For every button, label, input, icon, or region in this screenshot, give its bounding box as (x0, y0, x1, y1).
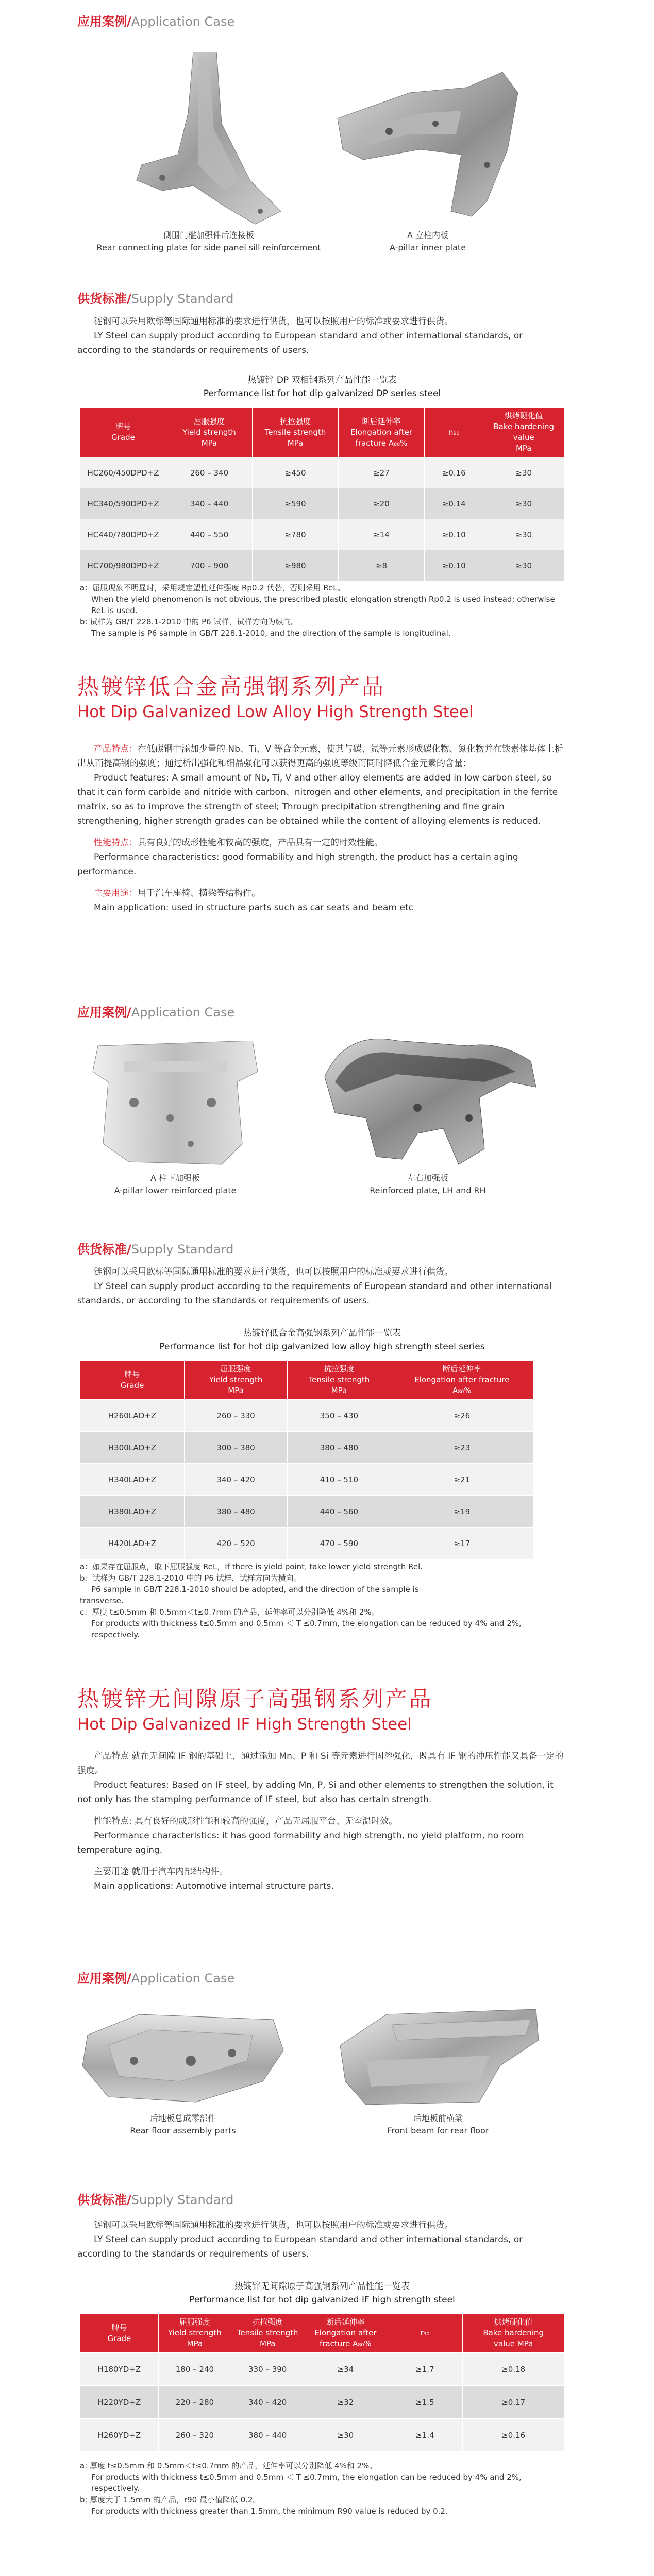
header-bake-hardening: 烘烤硬化值 Bake hardening value MPa (483, 408, 564, 457)
cell: HC340/590DPD+Z (80, 488, 166, 519)
cell: ≥590 (253, 488, 339, 519)
cell: H300LAD+Z (80, 1432, 185, 1464)
if-steel-features: 产品特点 就在无间隙 IF 钢的基础上，通过添加 Mn、P 和 Si 等元素进行固溶强化，既具有 IF 钢的冲压性能又具备一定的强度。 Product features: Based on IF steel, by adding Mn, P, Si and other elements to strengthen the solution, it not only has the stamping performance of IF steel, but also has certain strength. 性能特点: 具有良好的成形性能和较高的强度，产品无屈服平台、无室温时效。 Performance characteristics: it has good formability and high strength, no yield platform, no room temperature aging. 主要用途 就用于汽车内部结构件。 Main applications: Automotive internal structure parts. (77, 1751, 564, 1891)
cell: 260 – 330 (184, 1400, 287, 1432)
cell: 410 – 510 (288, 1464, 391, 1496)
rear-connecting-plate-image (131, 52, 286, 227)
cell: ≥17 (391, 1528, 533, 1560)
a-pillar-lower-plate-image (88, 1041, 263, 1167)
cell: H180YD+Z (80, 2353, 159, 2386)
cell: 260 – 320 (158, 2419, 231, 2452)
a-pillar-lower-plate-caption: A 柱下加强板 A-pillar lower reinforced plate (114, 1173, 237, 1195)
application-case-heading-1: 应用案例/Application Case (77, 14, 235, 29)
if-steel-table-notes: a: 厚度 t≤0.5mm 和 0.5mm＜t≤0.7mm 的产品，延伸率可以分别降低 4%和 2%。 For products with thickness t≤0.5mm and 0.5mm ＜ T ≤0.7mm, the elongation can be reduced by 4% and 2%, respectively. b: 厚度大于 1.5mm 的产品，r90 最小值降低 0.2。 For products with thickness greater than 1.5mm, the minimum R90 value is reduced by 0.2. (80, 2461, 522, 2516)
supply-standard-text-3: 涟钢可以采用欧标等国际通用标准的要求进行供货，也可以按照用户的标准或要求进行供货。 LY Steel can supply product according to European standard and other international standards, or according to the standards or requirements of users. (77, 2220, 523, 2259)
cell: 340 – 420 (184, 1464, 287, 1496)
cell: H260YD+Z (80, 2419, 159, 2452)
header-elongation: 断后延伸率 Elongation after fracture A₈₀% (391, 1361, 533, 1400)
cell: H220YD+Z (80, 2386, 159, 2419)
cell: 260 – 340 (166, 457, 253, 488)
cell: ≥21 (391, 1464, 533, 1496)
dp-steel-table (80, 407, 564, 581)
cell: ≥34 (304, 2353, 387, 2386)
cell: ≥14 (339, 519, 425, 550)
application-case-heading-2: 应用案例/Application Case (77, 1005, 235, 1020)
cell: ≥0.14 (425, 488, 483, 519)
rear-floor-assembly-caption: 后地板总成零部件 Rear floor assembly parts (130, 2113, 236, 2136)
cell: ≥450 (253, 457, 339, 488)
table-header-row (80, 1361, 533, 1400)
table-row (80, 2353, 564, 2386)
table-row (80, 1432, 533, 1464)
low-alloy-section-title: 热镀锌低合金高强钢系列产品 Hot Dip Galvanized Low Alloy High Strength Steel (77, 674, 474, 721)
rear-floor-assembly-image (77, 2004, 289, 2107)
cell: H420LAD+Z (80, 1528, 185, 1560)
supply-standard-text-1: 涟钢可以采用欧标等国际通用标准的要求进行供货，也可以按照用户的标准或要求进行供货。 LY Steel can supply product according to European standard and other international standards, or according to the standards or requirements of users. (77, 316, 523, 355)
cell: 440 – 550 (166, 519, 253, 550)
table-row (80, 457, 564, 488)
header-tensile: 抗拉强度 Tensile strength MPa (253, 408, 339, 457)
low-alloy-table-notes: a：如果存在屈服点，取下屈服强度 ReL，If there is yield point, take lower yield strength Rel. b：试样为 GB/T 228.1-2010 中的 P6 试样，试样方向为横向。 P6 sample in GB/T 228.1-2010 should be adopted, and the direction of the sample is transverse. c：厚度 t≤0.5mm 和 0.5mm＜t≤0.7mm 的产品，延伸率可以分别降低 4%和 2%。 For products with thickness t≤0.5mm and 0.5mm ＜ T ≤0.7mm, the elongation can be reduced by 4% and 2%, respectively. (80, 1562, 522, 1639)
cell: H380LAD+Z (80, 1496, 185, 1528)
cell: ≥1.5 (387, 2386, 463, 2419)
cell: 470 – 590 (288, 1528, 391, 1560)
front-beam-rear-floor-image (335, 2004, 541, 2107)
dp-table-title: 热镀锌 DP 双相钢系列产品性能一览表 Performance list for hot dip galvanized DP series steel (203, 375, 441, 399)
cell: ≥30 (483, 457, 564, 488)
low-alloy-table (80, 1360, 533, 1560)
supply-standard-heading-2: 供货标准/Supply Standard (77, 1242, 234, 1257)
cell: ≥30 (483, 519, 564, 550)
cell: 330 – 390 (231, 2353, 304, 2386)
dp-table-notes: a：屈服现象不明显时，采用规定塑性延伸强度 Rp0.2 代替，否则采用 ReL。 When the yield phenomenon is not obvious, the prescribed plastic elongation strength Rp0.2 is used instead; otherwise ReL is used. b: 试样为 GB/T 228.1-2010 中的 P6 试样，试样方向为纵向。 The sample is P6 sample in GB/T 228.1-2010, and the direction of the sample is longitudinal. (80, 583, 555, 638)
header-yield: 屈服强度 Yield strength MPa (184, 1361, 287, 1400)
supply-standard-heading-3: 供货标准/Supply Standard (77, 2193, 234, 2207)
supply-standard-text-2: 涟钢可以采用欧标等国际通用标准的要求进行供货，也可以按照用户的标准或要求进行供货。 LY Steel can supply product according to the requirements of European standard and other international standards, or according to the standards or requirements of users. (77, 1267, 552, 1306)
header-n90: n₉₀ (425, 408, 483, 457)
table-row (80, 2386, 564, 2419)
header-tensile: 抗拉强度 Tensile strength MPa (231, 2314, 304, 2353)
cell: 340 – 440 (166, 488, 253, 519)
table-row (80, 1496, 533, 1528)
cell: 180 – 240 (158, 2353, 231, 2386)
a-pillar-inner-plate-caption: A 立柱内板 A-pillar inner plate (389, 230, 466, 252)
supply-standard-heading-1: 供货标准/Supply Standard (77, 292, 234, 306)
header-r90: r₉₀ (387, 2314, 463, 2353)
cell: 440 – 560 (288, 1496, 391, 1528)
header-grade: 牌号 Grade (80, 408, 166, 457)
cell: 700 – 900 (166, 550, 253, 581)
table-row (80, 488, 564, 519)
header-elongation: 断后延伸率 Elongation after fracture A₈₀% (304, 2314, 387, 2353)
cell: 420 – 520 (184, 1528, 287, 1560)
low-alloy-table-title: 热镀锌低合金高强钢系列产品性能一览表 Performance list for hot dip galvanized low alloy high strength steel series (159, 1328, 485, 1352)
front-beam-rear-floor-caption: 后地板前横梁 Front beam for rear floor (387, 2113, 489, 2136)
cell: 350 – 430 (288, 1400, 391, 1432)
cell: ≥0.10 (425, 550, 483, 581)
header-tensile: 抗拉强度 Tensile strength MPa (288, 1361, 391, 1400)
cell: ≥30 (304, 2419, 387, 2452)
cell: ≥1.7 (387, 2353, 463, 2386)
low-alloy-features: 产品特点：在低碳钢中添加少量的 Nb、Ti、V 等合金元素，使其与碳、氮等元素形成碳化物、氮化物并在铁素体基体上析出从而提高钢的强度；通过析出强化和细晶强化可以获得更高的强度等级而同时降低合金元素的含量； Product features: A small amount of Nb, Ti, V and other alloy elements are added in low carbon steel, so that it can form carbide and nitride with carbon、nitrogen and other elements, and precipitation in the ferrite matrix, so as to improve the strength of steel; Through precipitation strengthening and fine grain strengthening, higher strength grades can be obtained while the content of alloying elements is reduced. 性能特点：具有良好的成形性能和较高的强度，产品具有一定的时效性能。 Performance characteristics: good formability and high strength, the product has a certain aging performance. 主要用途：用于汽车座椅、横梁等结构件。 Main application: used in structure parts such as car seats and beam etc (77, 744, 563, 913)
table-row (80, 1400, 533, 1432)
cell: ≥0.10 (425, 519, 483, 550)
cell: 300 – 380 (184, 1432, 287, 1464)
cell: 340 – 420 (231, 2386, 304, 2419)
table-row (80, 1528, 533, 1560)
cell: ≥980 (253, 550, 339, 581)
cell: ≥30 (483, 550, 564, 581)
header-grade: 牌号 Grade (80, 1361, 185, 1400)
if-steel-section-title: 热镀锌无间隙原子高强钢系列产品 Hot Dip Galvanized IF High Strength Steel (77, 1686, 433, 1734)
table-row (80, 550, 564, 581)
cell: ≥0.16 (463, 2419, 564, 2452)
cell: ≥0.17 (463, 2386, 564, 2419)
header-yield: 屈服强度 Yield strength MPa (166, 408, 253, 457)
cell: ≥27 (339, 457, 425, 488)
table-row (80, 2419, 564, 2452)
cell: ≥1.4 (387, 2419, 463, 2452)
cell: ≥19 (391, 1496, 533, 1528)
cell: 380 – 480 (288, 1432, 391, 1464)
rear-connecting-plate-caption: 侧围门槛加强件后连接板 Rear connecting plate for side panel sill reinforcement (96, 230, 321, 252)
cell: HC260/450DPD+Z (80, 457, 166, 488)
cell: ≥0.18 (463, 2353, 564, 2386)
application-case-heading-3: 应用案例/Application Case (77, 1971, 235, 1986)
cell: ≥23 (391, 1432, 533, 1464)
reinforced-plate-image (314, 1025, 541, 1167)
cell: ≥30 (483, 488, 564, 519)
table-header-row (80, 2314, 564, 2353)
header-elongation: 断后延伸率 Elongation after fracture A₈₀% (339, 408, 425, 457)
header-bake-hardening: 烘烤硬化值 Bake hardening value MPa (463, 2314, 564, 2353)
cell: 380 – 440 (231, 2419, 304, 2452)
table-row (80, 519, 564, 550)
table-row (80, 1464, 533, 1496)
cell: HC440/780DPD+Z (80, 519, 166, 550)
cell: 220 – 280 (158, 2386, 231, 2419)
cell: ≥780 (253, 519, 339, 550)
if-steel-table-title: 热镀锌无间隙原子高强钢系列产品性能一览表 Performance list for hot dip galvanized IF high strength steel (189, 2281, 455, 2305)
if-steel-table (80, 2313, 564, 2452)
cell: ≥8 (339, 550, 425, 581)
cell: H260LAD+Z (80, 1400, 185, 1432)
a-pillar-inner-plate-image (332, 72, 523, 222)
reinforced-plate-caption: 左右加强板 Reinforced plate, LH and RH (370, 1173, 486, 1195)
cell: H340LAD+Z (80, 1464, 185, 1496)
header-grade: 牌号 Grade (80, 2314, 159, 2353)
table-header-row (80, 408, 564, 457)
header-yield: 屈服强度 Yield strength MPa (158, 2314, 231, 2353)
cell: ≥20 (339, 488, 425, 519)
cell: ≥26 (391, 1400, 533, 1432)
cell: HC700/980DPD+Z (80, 550, 166, 581)
cell: ≥0.16 (425, 457, 483, 488)
cell: 380 – 480 (184, 1496, 287, 1528)
cell: ≥32 (304, 2386, 387, 2419)
